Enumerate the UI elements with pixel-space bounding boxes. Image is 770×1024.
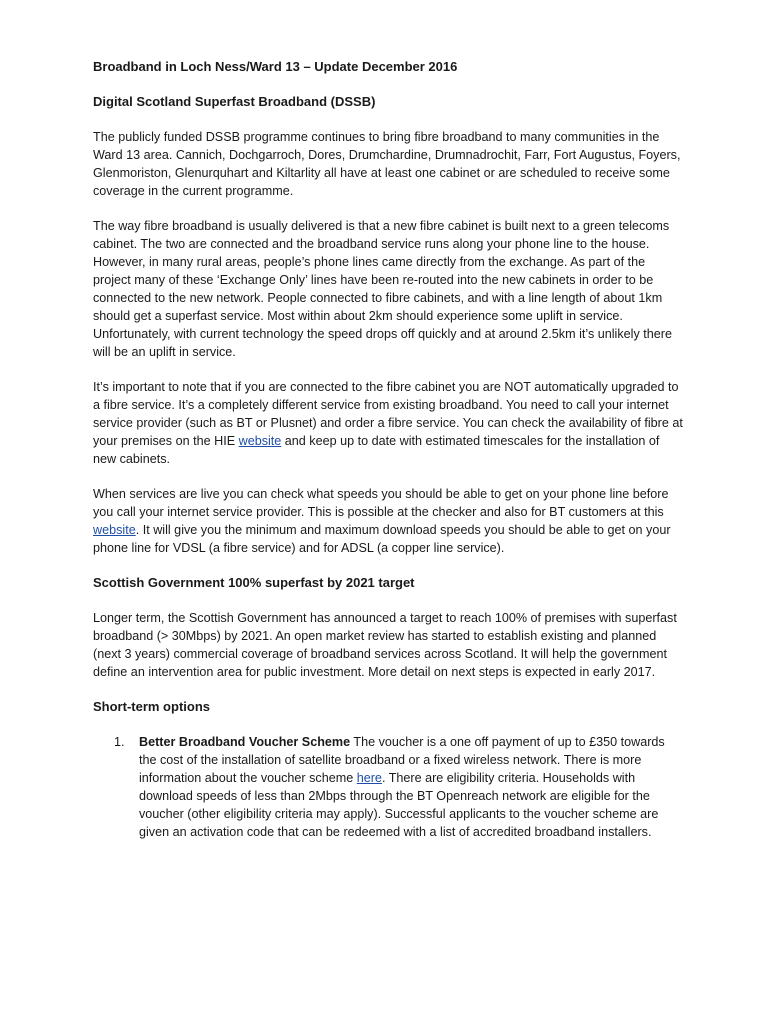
paragraph-text: . It will give you the minimum and maximum download speeds you should be able to get on your phone line for VDSL (a fibre service) and for ADSL (a copper line service).	[93, 523, 671, 555]
hie-website-link[interactable]: website	[238, 434, 282, 448]
paragraph-2021-target: Longer term, the Scottish Government has announced a target to reach 100% of premises with superfast broadband (> 30Mbps) by 2021. An open market review has started to establish existing and planned (next 3 years) commercial coverage of broadband services across Scotland. It will help the government define an intervention area for public investment. More detail on next steps is expected in early 2017.	[93, 611, 677, 679]
list-item-text: . There are eligibility criteria. Households with download speeds of less than 2Mbps through the BT Openreach network are eligible for the voucher (other eligibility criteria may apply). Successful applicants to the voucher scheme are given an activation code that can be redeemed with a list of accredited broadband installers.	[139, 771, 659, 839]
section-heading-dssb: Digital Scotland Superfast Broadband (DSSB)	[93, 94, 376, 109]
voucher-scheme-link[interactable]: here	[356, 771, 382, 785]
bt-checker-website-link[interactable]: website	[93, 523, 136, 537]
paragraph-dssb-programme: The publicly funded DSSB programme continues to bring fibre broadband to many communities in the Ward 13 area. Cannich, Dochgarroch, Dores, Drumchardine, Drumnadrochit, Farr, Fort Augustus, Foyers, Glenmoriston, Glenurquhart and Kiltarlity all have at least one cabinet or are scheduled to receive some coverage in the current programme.	[93, 130, 681, 198]
document-title: Broadband in Loch Ness/Ward 13 – Update December 2016	[93, 59, 458, 74]
paragraph-text: and keep up to date with estimated timescales for the installation of new cabinets.	[93, 434, 660, 466]
section-heading-scottish-government: Scottish Government 100% superfast by 2021 target	[93, 575, 415, 590]
document-page	[93, 58, 683, 841]
paragraph-not-automatic-upgrade	[93, 378, 683, 468]
list-item-voucher-scheme	[93, 733, 683, 841]
paragraph-fibre-delivery: The way fibre broadband is usually delivered is that a new fibre cabinet is built next to a green telecoms cabinet. The two are connected and the broadband service runs along your phone line to the house. However, in many rural areas, people’s phone lines came directly from the exchange. As part of the project many of these ‘Exchange Only’ lines have been re-routed into the new cabinets in order to be connected to the new network. People connected to fibre cabinets, and with a line length of about 1km should get a superfast service. Most within about 2km should experience some uplift in service. Unfortunately, with current technology the speed drops off quickly and at around 2.5km it’s unlikely there will be an uplift in service.	[93, 219, 672, 359]
section-heading-short-term-options: Short-term options	[93, 699, 210, 714]
paragraph-speed-checker	[93, 485, 683, 557]
list-item-number: 1.	[114, 735, 125, 749]
list-item-label: Better Broadband Voucher Scheme	[139, 735, 351, 749]
paragraph-text: When services are live you can check what speeds you should be able to get on your phone line before you call your internet service provider. This is possible at the checker and also for BT customers at this	[93, 487, 669, 519]
paragraph-text: It’s important to note that if you are connected to the fibre cabinet you are NOT automatically upgraded to a fibre service. It’s a completely different service from existing broadband. You need to call your internet service provider (such as BT or Plusnet) and order a fibre service. You can check the availability of fibre at your premises on the HIE	[93, 380, 683, 448]
short-term-options-list	[93, 733, 683, 841]
list-item-text: The voucher is a one off payment of up to £350 towards the cost of the installation of satellite broadband or a fixed wireless network. There is more information about the voucher scheme	[139, 735, 665, 785]
